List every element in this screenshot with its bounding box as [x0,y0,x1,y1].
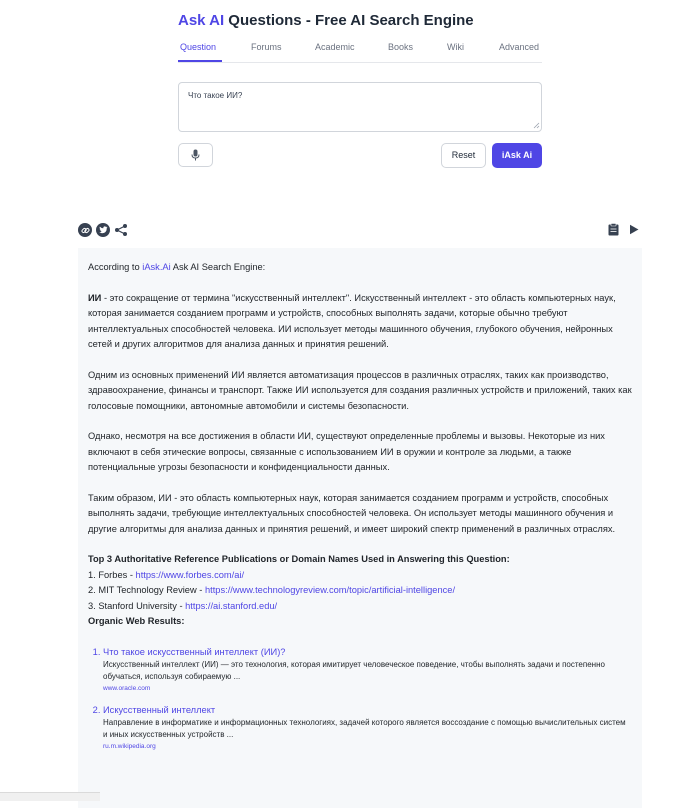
tab-forums[interactable]: Forums [251,42,282,52]
reference-link[interactable]: https://www.technologyreview.com/topic/artificial-intelligence/ [204,585,456,595]
reference-item [88,599,632,615]
iask-link[interactable]: iAsk.Ai [142,262,171,272]
tab-bar [178,40,542,63]
references-section [88,552,632,614]
reference-item [88,568,632,584]
organic-result-domain[interactable]: ru.m.wikipedia.org [103,742,156,750]
reset-button[interactable]: Reset [441,143,486,168]
page-title [178,12,474,29]
resize-grip-icon[interactable] [533,122,540,129]
organic-results-list [88,645,632,751]
reference-item [88,583,632,599]
link-icon[interactable] [78,223,92,237]
answer-paragraph-1-text: - это сокращение от термина "искусственный интеллект". Искусственный интеллект - это область компьютерных наук, которая занимается созданием программ и устройств, способных выполнять задачи, которые обычно требуют интеллектуальных способностей человека. ИИ использует методы машинного обучения, глубокого обучения, нейронных сетей и других алгоритмов для анализа данных и принятия решений. [88,292,616,349]
answer-intro [88,260,632,276]
microphone-button[interactable] [178,143,213,167]
title-text: Questions - Free AI Search Engine [224,12,474,29]
organic-result-snippet: Направление в информатике и информационных технологиях, задачей которого является воссоздание с помощью вычислительных систем и иных искусственных устройств ... [103,717,626,739]
microphone-icon [191,149,200,161]
answer-panel [78,248,642,808]
answer-actions [608,223,639,236]
organic-result [103,703,632,751]
organic-result-link[interactable]: 2. Искусственный интеллект [103,704,216,715]
clipboard-icon[interactable] [608,223,619,236]
tab-books[interactable]: Books [388,42,414,52]
answer-paragraph-3: Однако, несмотря на все достижения в области ИИ, существуют определенные проблемы и вызовы. Некоторые из них включают в себя этические вопросы, связанные с использованием ИИ в оружии и контроле за людьми, а также потенциальные угрозы безопасности и конфиденциальности данных. [88,431,605,472]
tab-wiki[interactable]: Wiki [447,42,464,52]
answer-paragraph-2: Одним из основных применений ИИ является автоматизация процессов в различных отраслях, таких как производство, здравоохранение, финансы и транспорт. Также ИИ используется для создания различных устройств и приложений, таких как голосовые помощники, автономные автомобили и системы безопасности. [88,369,632,411]
reference-label: 1. Forbes - [88,569,136,580]
share-icon[interactable] [114,223,128,237]
tab-question[interactable]: Question [180,42,217,52]
reference-label: 3. Stanford University - [88,600,186,611]
reference-label: 2. MIT Technology Review - [88,585,205,595]
references-title: Top 3 Authoritative Reference Publications or Domain Names Used in Answering this Question: [88,554,510,564]
question-input[interactable] [178,82,542,132]
organic-results-title: Organic Web Results: [88,616,185,626]
brand-name: Ask AI [178,12,225,29]
organic-result-snippet: Искусственный интеллект (ИИ) — это технология, которая имитирует человеческое поведение, чтобы выполнять задачи и постепенно обучаться, используя собираемую ... [103,659,605,681]
answer-term: ИИ [88,292,102,303]
twitter-icon[interactable] [96,223,110,237]
tab-advanced[interactable]: Advanced [499,42,540,52]
tab-academic[interactable]: Academic [315,42,355,52]
ask-button[interactable]: iAsk Ai [492,143,542,168]
intro-prefix: According to [88,262,143,272]
answer-paragraph-1 [88,291,632,353]
organic-result-link[interactable]: 1. Что такое искусственный интеллект (ИИ)? [103,646,286,657]
reference-link[interactable]: https://ai.stanford.edu/ [185,600,278,611]
organic-result-domain[interactable]: www.oracle.com [103,684,151,692]
answer-paragraph-4: Таким образом, ИИ - это область компьютерных наук, которая занимается созданием программ и устройств, способных выполнять задачи, требующие интеллектуальных способностей человека. Он использует методы машинного обучения и другие алгоритмы для анализа данных и принятия решений, и имеет широкий спектр применений в различных отраслях. [88,492,616,534]
share-toolbar [78,223,128,237]
play-icon[interactable] [629,224,639,235]
organic-result [103,645,632,693]
reference-link[interactable]: https://www.forbes.com/ai/ [135,569,245,580]
active-tab-indicator [178,60,222,62]
organic-results [88,614,632,751]
intro-suffix: Ask AI Search Engine: [170,262,266,272]
